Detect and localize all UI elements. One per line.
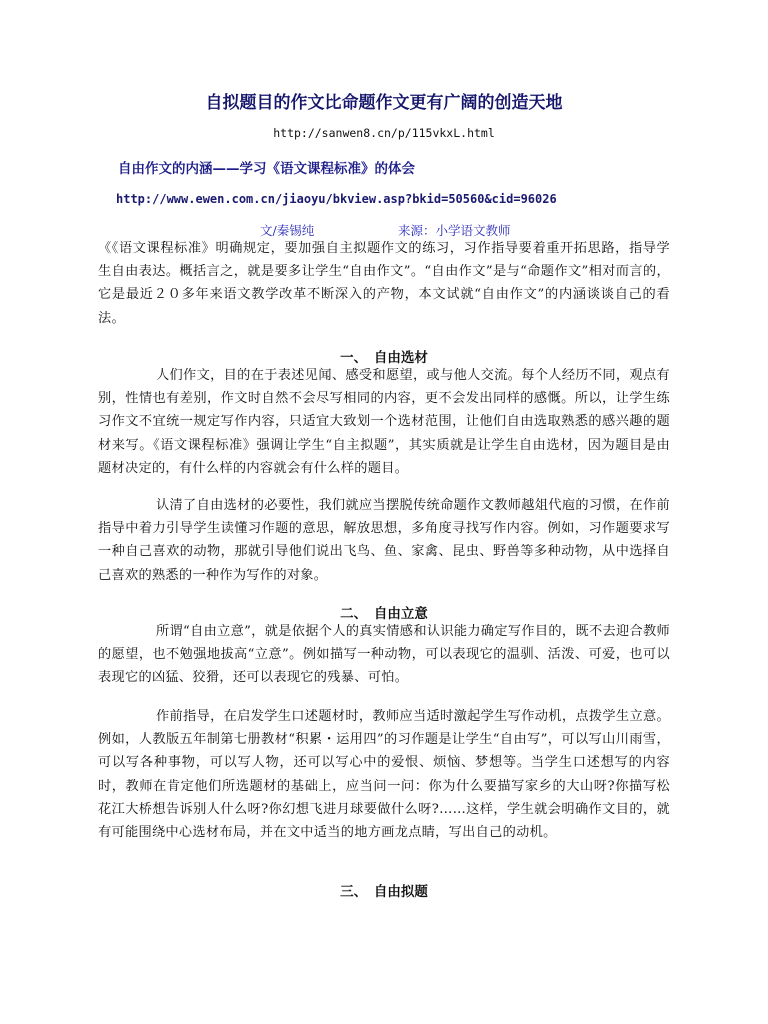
page-title: 自拟题目的作文比命题作文更有广阔的创造天地: [205, 93, 563, 113]
intro-paragraph: 《《语文课程标准》明确规定，要加强自主拟题作文的练习，习作指导要着重开拓思路，指导学生自由表达。概括言之，就是要多让学生“自由作文”。“自由作文”是与“命题作文”相对而言的，它是最近２０多年来语文教学改革不断深入的产物，本文试就“自由作文”的内涵谈谈自己的看法。: [98, 241, 670, 326]
source-url[interactable]: http://sanwen8.cn/p/115vkxL.html: [273, 126, 495, 140]
article-url[interactable]: http://www.ewen.com.cn/jiaoyu/bkview.asp?bkid=50560&cid=96026: [116, 192, 557, 206]
section-heading-3: 三、 自由拟题: [340, 884, 428, 900]
source-byline: 来源：小学语文教师: [398, 223, 511, 238]
author-byline: 文/秦锡纯: [260, 223, 315, 238]
section2-paragraph-2: 作前指导，在启发学生口述题材时，教师应当适时激起学生写作动机，点拨学生立意。例如，人教版五年制第七册教材“积累・运用四”的习作题是让学生“自由写”，可以写山川雨雪，可以写各种事物，可以写人物，还可以写心中的爱恨、烦恼、梦想等。当学生口述想写的内容时，教师在肯定他们所选题材的基础上，应当问一问：你为什么要描写家乡的大山呀?你描写松花江大桥想告诉别人什么呀?你幻想飞进月球要做什么呀?……这样，学生就会明确作文目的，就有可能围绕中心选材布局，并在文中适当的地方画龙点睛，写出自己的动机。: [98, 709, 670, 841]
section-heading-2: 二、 自由立意: [340, 606, 428, 622]
section1-paragraph-1: 人们作文，目的在于表述见闻、感受和愿望，或与他人交流。每个人经历不同，观点有别，性情也有差别，作文时自然不会尽写相同的内容，更不会发出同样的感慨。所以，让学生练习作文不宜统一规定写作内容，只适宜大致划一个选材范围，让他们自由选取熟悉的感兴趣的题材来写。《语文课程标准》强调让学生“自主拟题”，其实质就是让学生自由选材，因为题目是由题材决定的，有什么样的内容就会有什么样的题目。: [98, 368, 670, 476]
section1-paragraph-2: 认清了自由选材的必要性，我们就应当摆脱传统命题作文教师越俎代庖的习惯，在作前指导中着力引导学生读懂习作题的意思，解放思想，多角度寻找写作内容。例如，习作题要求写一种自己喜欢的动物，那就引导他们说出飞鸟、鱼、家禽、昆虫、野兽等多种动物，从中选择自己喜欢的熟悉的一种作为写作的对象。: [98, 498, 670, 583]
section2-paragraph-1: 所谓“自由立意”，就是依据个人的真实情感和认识能力确定写作目的，既不去迎合教师的愿望，也不勉强地拔高“立意”。例如描写一种动物，可以表现它的温驯、活泼、可爱，也可以表现它的凶猛、狡猾，还可以表现它的残暴、可怕。: [98, 624, 670, 686]
section-heading-1: 一、 自由选材: [340, 350, 428, 366]
article-subtitle: 自由作文的内涵——学习《语文课程标准》的体会: [118, 161, 415, 177]
